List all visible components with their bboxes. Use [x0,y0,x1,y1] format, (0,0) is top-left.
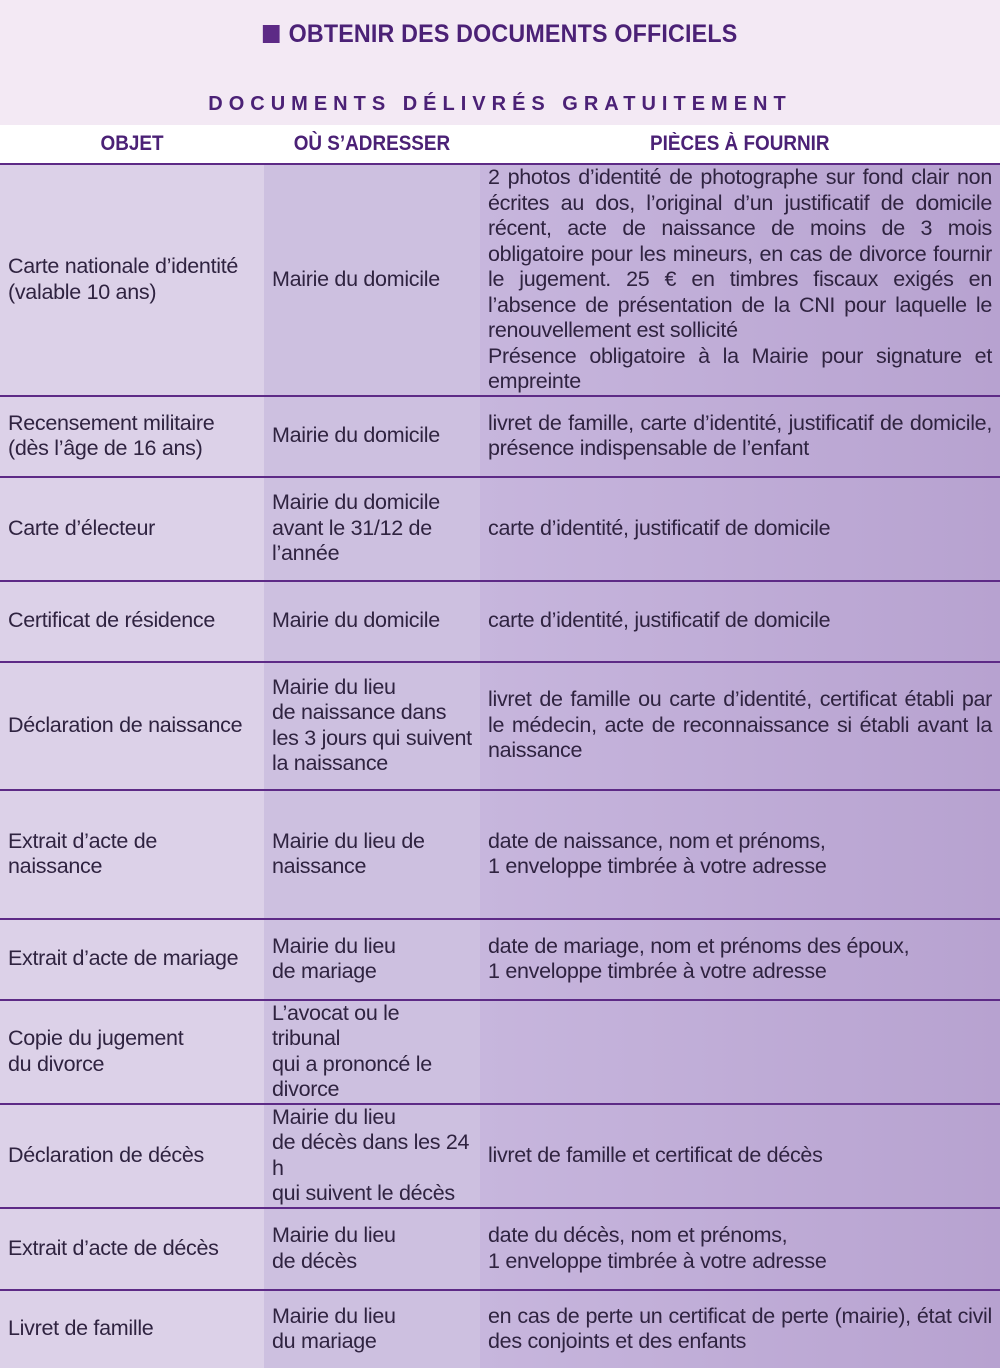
table-row [0,1104,1000,1208]
cell-pieces: livret de famille, carte d’identité, justificatif de domicile, présence indispensable de l’enfant [480,396,1000,477]
cell-objet: Déclaration de décès [0,1104,264,1208]
column-header-objet: OBJET [0,125,264,164]
cell-pieces [480,1000,1000,1104]
table-row [0,1290,1000,1368]
cell-ou: Mairie du lieu de naissance dans les 3 jours qui suivent la naissance [264,662,480,790]
section-subtitle: DOCUMENTS DÉLIVRÉS GRATUITEMENT [208,93,792,115]
cell-objet: Extrait d’acte de mariage [0,919,264,1000]
table-row [0,919,1000,1000]
cell-objet: Certificat de résidence [0,581,264,662]
table-row [0,1208,1000,1290]
cell-pieces: en cas de perte un certificat de perte (mairie), état civil des conjoints et des enfants [480,1290,1000,1368]
cell-ou: Mairie du domicile [264,164,480,396]
cell-pieces: date de mariage, nom et prénoms des époux, 1 enveloppe timbrée à votre adresse [480,919,1000,1000]
cell-pieces: carte d’identité, justificatif de domicile [480,581,1000,662]
square-bullet-icon [263,25,280,43]
cell-ou: Mairie du lieu de décès dans les 24 h qui suivent le décès [264,1104,480,1208]
cell-objet: Extrait d’acte de décès [0,1208,264,1290]
cell-objet: Copie du jugement du divorce [0,1000,264,1104]
cell-pieces: carte d’identité, justificatif de domicile [480,477,1000,581]
table-row [0,477,1000,581]
cell-objet: Carte d’électeur [0,477,264,581]
column-header-pieces: PIÈCES À FOURNIR [480,125,1000,164]
cell-ou: Mairie du lieu de naissance [264,790,480,919]
page-title-text: OBTENIR DES DOCUMENTS OFFICIELS [288,20,738,48]
table-row [0,581,1000,662]
cell-pieces: livret de famille et certificat de décès [480,1104,1000,1208]
table-row [0,662,1000,790]
cell-pieces: livret de famille ou carte d’identité, certificat établi par le médecin, acte de reconnaissance si établi avant la naissance [480,662,1000,790]
header-band [0,0,1000,125]
cell-ou: Mairie du domicile [264,581,480,662]
page-title [35,20,965,49]
cell-pieces: date de naissance, nom et prénoms, 1 enveloppe timbrée à votre adresse [480,790,1000,919]
cell-ou: Mairie du lieu de décès [264,1208,480,1290]
cell-pieces: 2 photos d’identité de photographe sur fond clair non écrites au dos, l’original d’un justificatif de domicile récent, acte de naissance de moins de 3 mois obligatoire pour les mineurs, en cas de divorce fournir le jugement. 25 € en timbres fiscaux exigés en l’absence de présentation de la CNI pour laquelle le renouvellement est sollicité Présence obligatoire à la Mairie pour signature et empreinte [480,164,1000,396]
table-row [0,1000,1000,1104]
cell-objet: Carte nationale d’identité (valable 10 ans) [0,164,264,396]
cell-ou: Mairie du lieu du mariage [264,1290,480,1368]
cell-objet: Déclaration de naissance [0,662,264,790]
table-row [0,164,1000,396]
cell-ou: Mairie du domicile avant le 31/12 de l’année [264,477,480,581]
column-header-ou: OÙ S’ADRESSER [264,125,480,164]
table-row [0,396,1000,477]
cell-pieces: date du décès, nom et prénoms, 1 enveloppe timbrée à votre adresse [480,1208,1000,1290]
cell-objet: Extrait d’acte de naissance [0,790,264,919]
documents-table [0,125,1000,1368]
cell-ou: L’avocat ou le tribunal qui a prononcé le divorce [264,1000,480,1104]
cell-ou: Mairie du lieu de mariage [264,919,480,1000]
cell-objet: Recensement militaire (dès l’âge de 16 ans) [0,396,264,477]
cell-ou: Mairie du domicile [264,396,480,477]
table-header [0,125,1000,164]
cell-objet: Livret de famille [0,1290,264,1368]
table-row [0,790,1000,919]
